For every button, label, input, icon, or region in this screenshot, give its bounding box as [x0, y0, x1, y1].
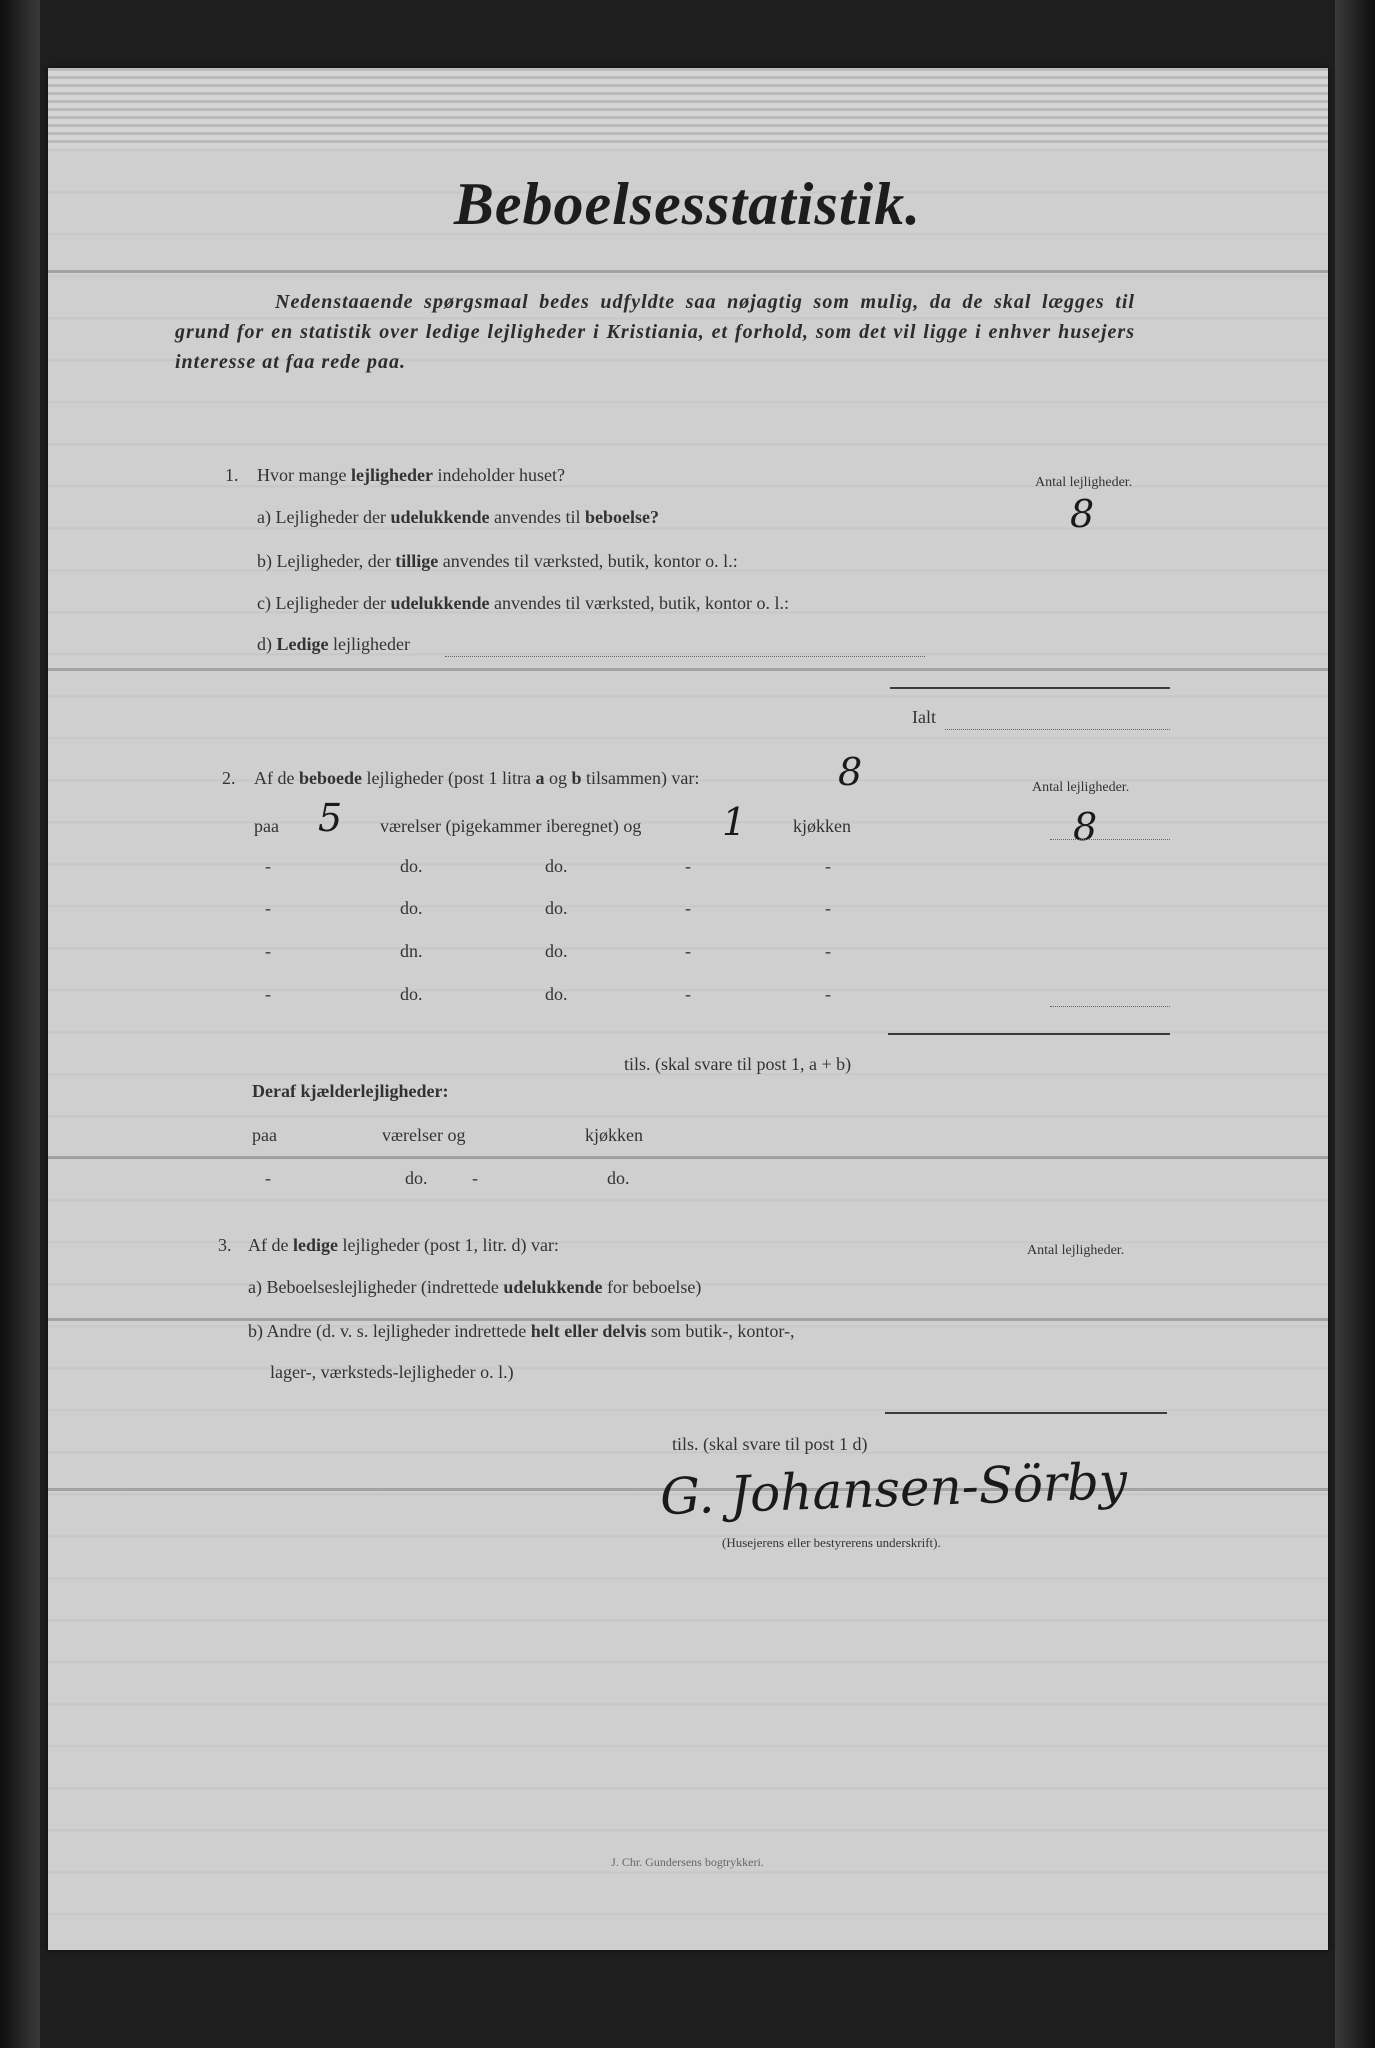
- section3-question: [248, 1235, 559, 1256]
- text: Af de: [248, 1235, 289, 1255]
- text-bold: lejligheder: [350, 465, 433, 485]
- ditto-kitchen: do.: [545, 898, 568, 918]
- section2-row1-kitchen: 1: [722, 800, 747, 844]
- section1-a-value: 8: [1070, 492, 1095, 536]
- text: c) Lejligheder der: [257, 593, 386, 613]
- section1-number: 1.: [225, 465, 239, 485]
- ditto-rooms: do.: [400, 984, 423, 1004]
- section3-tils: tils. (skal svare til post 1 d): [672, 1434, 868, 1454]
- ditto-dash: -: [265, 941, 271, 961]
- section2-number: 2.: [222, 768, 236, 788]
- dotted-leader: [1050, 838, 1170, 840]
- section2-row1-rooms: 5: [318, 796, 343, 840]
- section3-col-header: Antal lejligheder.: [1027, 1243, 1125, 1258]
- text: b) Andre (d. v. s. lejligheder indrettede: [248, 1321, 527, 1341]
- ditto-dash: -: [825, 941, 831, 961]
- section1-sum-line: [890, 687, 1170, 689]
- section2-tils: tils. (skal svare til post 1, a + b): [624, 1054, 852, 1074]
- ruled-line: [48, 1156, 1328, 1159]
- text: Af de: [254, 768, 295, 788]
- signature-caption: (Husejerens eller bestyrerens underskrift).: [722, 1535, 941, 1550]
- text: lejligheder (post 1 litra: [366, 768, 531, 788]
- text: b) Lejligheder, der: [257, 551, 391, 571]
- intro-paragraph: Nedenstaaende spørgsmaal bedes udfyldte saa nøjagtig som mulig, da de skal lægges til grund for en statistik over ledige lejligheder i Kristiania, et forhold, som det vil ligge i enhver husejers interesse at faa rede paa.: [175, 291, 1135, 373]
- ditto-rooms: dn.: [400, 941, 423, 961]
- section2-row1-paa: paa: [254, 816, 279, 836]
- cellar-header: Deraf kjælderlejligheder:: [252, 1081, 449, 1101]
- text: for beboelse): [606, 1277, 702, 1297]
- cellar-do-kitchen: do.: [607, 1168, 630, 1188]
- ditto-dash: -: [825, 984, 831, 1004]
- ditto-dash: -: [265, 856, 271, 876]
- scan-edge-right: [1335, 0, 1375, 2048]
- ruled-line: [48, 668, 1328, 671]
- section3-item-b: [248, 1321, 795, 1342]
- cellar-rooms: værelser og: [382, 1125, 466, 1145]
- ditto-dash: -: [685, 941, 691, 961]
- cellar-paa: paa: [252, 1125, 277, 1145]
- text: og: [548, 768, 567, 788]
- text-bold: Ledige: [276, 634, 329, 654]
- text: anvendes til værksted, butik, kontor o. l.:: [493, 593, 789, 613]
- ditto-dash: -: [825, 856, 831, 876]
- text-bold: ledige: [292, 1235, 338, 1255]
- text: lejligheder (post 1, litr. d) var:: [342, 1235, 559, 1255]
- section3-number: 3.: [218, 1235, 232, 1255]
- section2-question: [254, 768, 699, 789]
- ditto-dash: -: [265, 984, 271, 1004]
- ditto-kitchen: do.: [545, 941, 568, 961]
- text: tilsammen) var:: [585, 768, 700, 788]
- handwritten-signature: G. Johansen-Sörby: [659, 1451, 1129, 1527]
- text: anvendes til: [493, 507, 581, 527]
- printer-imprint: J. Chr. Gundersens bogtrykkeri.: [611, 1855, 764, 1869]
- text: Hvor mange: [257, 465, 347, 485]
- text: a) Beboelseslejligheder (indrettede: [248, 1277, 499, 1297]
- section1-item-b: [257, 551, 738, 572]
- text-bold: beboelse?: [584, 507, 659, 527]
- top-ruled-band: [48, 68, 1328, 148]
- text-bold: helt eller delvis: [530, 1321, 647, 1341]
- section2-row1-count: 8: [1073, 805, 1098, 849]
- cellar-do-rooms: do.: [405, 1168, 428, 1188]
- section3-sum-line: [885, 1412, 1167, 1414]
- section1-question: [257, 465, 565, 486]
- ditto-rooms: do.: [400, 856, 423, 876]
- dotted-leader: [1050, 1005, 1170, 1007]
- section1-total-label: Ialt: [912, 707, 936, 727]
- ditto-dash: -: [685, 898, 691, 918]
- section3-item-a: [248, 1277, 701, 1298]
- ditto-dash: -: [685, 984, 691, 1004]
- ditto-dash: -: [825, 898, 831, 918]
- text-bold: udelukkende: [390, 507, 490, 527]
- section3-item-b-line2: lager-, værksteds-lejligheder o. l.): [270, 1362, 514, 1382]
- ditto-dash: -: [265, 898, 271, 918]
- text-bold: beboede: [298, 768, 362, 788]
- text-bold: tillige: [395, 551, 439, 571]
- text-bold: udelukkende: [503, 1277, 603, 1297]
- text: indeholder huset?: [437, 465, 565, 485]
- text-bold: udelukkende: [390, 593, 490, 613]
- section1-item-a: [257, 507, 659, 528]
- ditto-dash: -: [265, 1168, 271, 1188]
- form-title: Beboelsesstatistik.: [453, 171, 922, 237]
- text-bold: a: [535, 768, 545, 788]
- ruled-line: [48, 270, 1328, 273]
- text: d): [257, 634, 272, 654]
- section2-row1-text: værelser (pigekammer iberegnet) og: [380, 816, 642, 836]
- section2-sum-line: [888, 1033, 1170, 1035]
- section1-item-d: [257, 634, 410, 655]
- text: a) Lejligheder der: [257, 507, 386, 527]
- ditto-kitchen: do.: [545, 856, 568, 876]
- ditto-dash: -: [472, 1168, 478, 1188]
- section2-row1-kjokken: kjøkken: [793, 816, 851, 836]
- dotted-leader: [945, 728, 1170, 730]
- dotted-leader: [445, 655, 925, 657]
- section1-item-c: [257, 593, 789, 614]
- section2-total-value: 8: [838, 750, 863, 794]
- ditto-rooms: do.: [400, 898, 423, 918]
- text: lejligheder: [333, 634, 410, 654]
- cellar-kjokken: kjøkken: [585, 1125, 643, 1145]
- scan-edge-left: [0, 0, 40, 2048]
- section1-col-header: Antal lejligheder.: [1035, 475, 1133, 490]
- text: som butik-, kontor-,: [650, 1321, 795, 1341]
- ditto-dash: -: [685, 856, 691, 876]
- section2-col-header: Antal lejligheder.: [1032, 780, 1130, 795]
- text-bold: b: [571, 768, 582, 788]
- ditto-kitchen: do.: [545, 984, 568, 1004]
- text: anvendes til værksted, butik, kontor o. l.:: [442, 551, 738, 571]
